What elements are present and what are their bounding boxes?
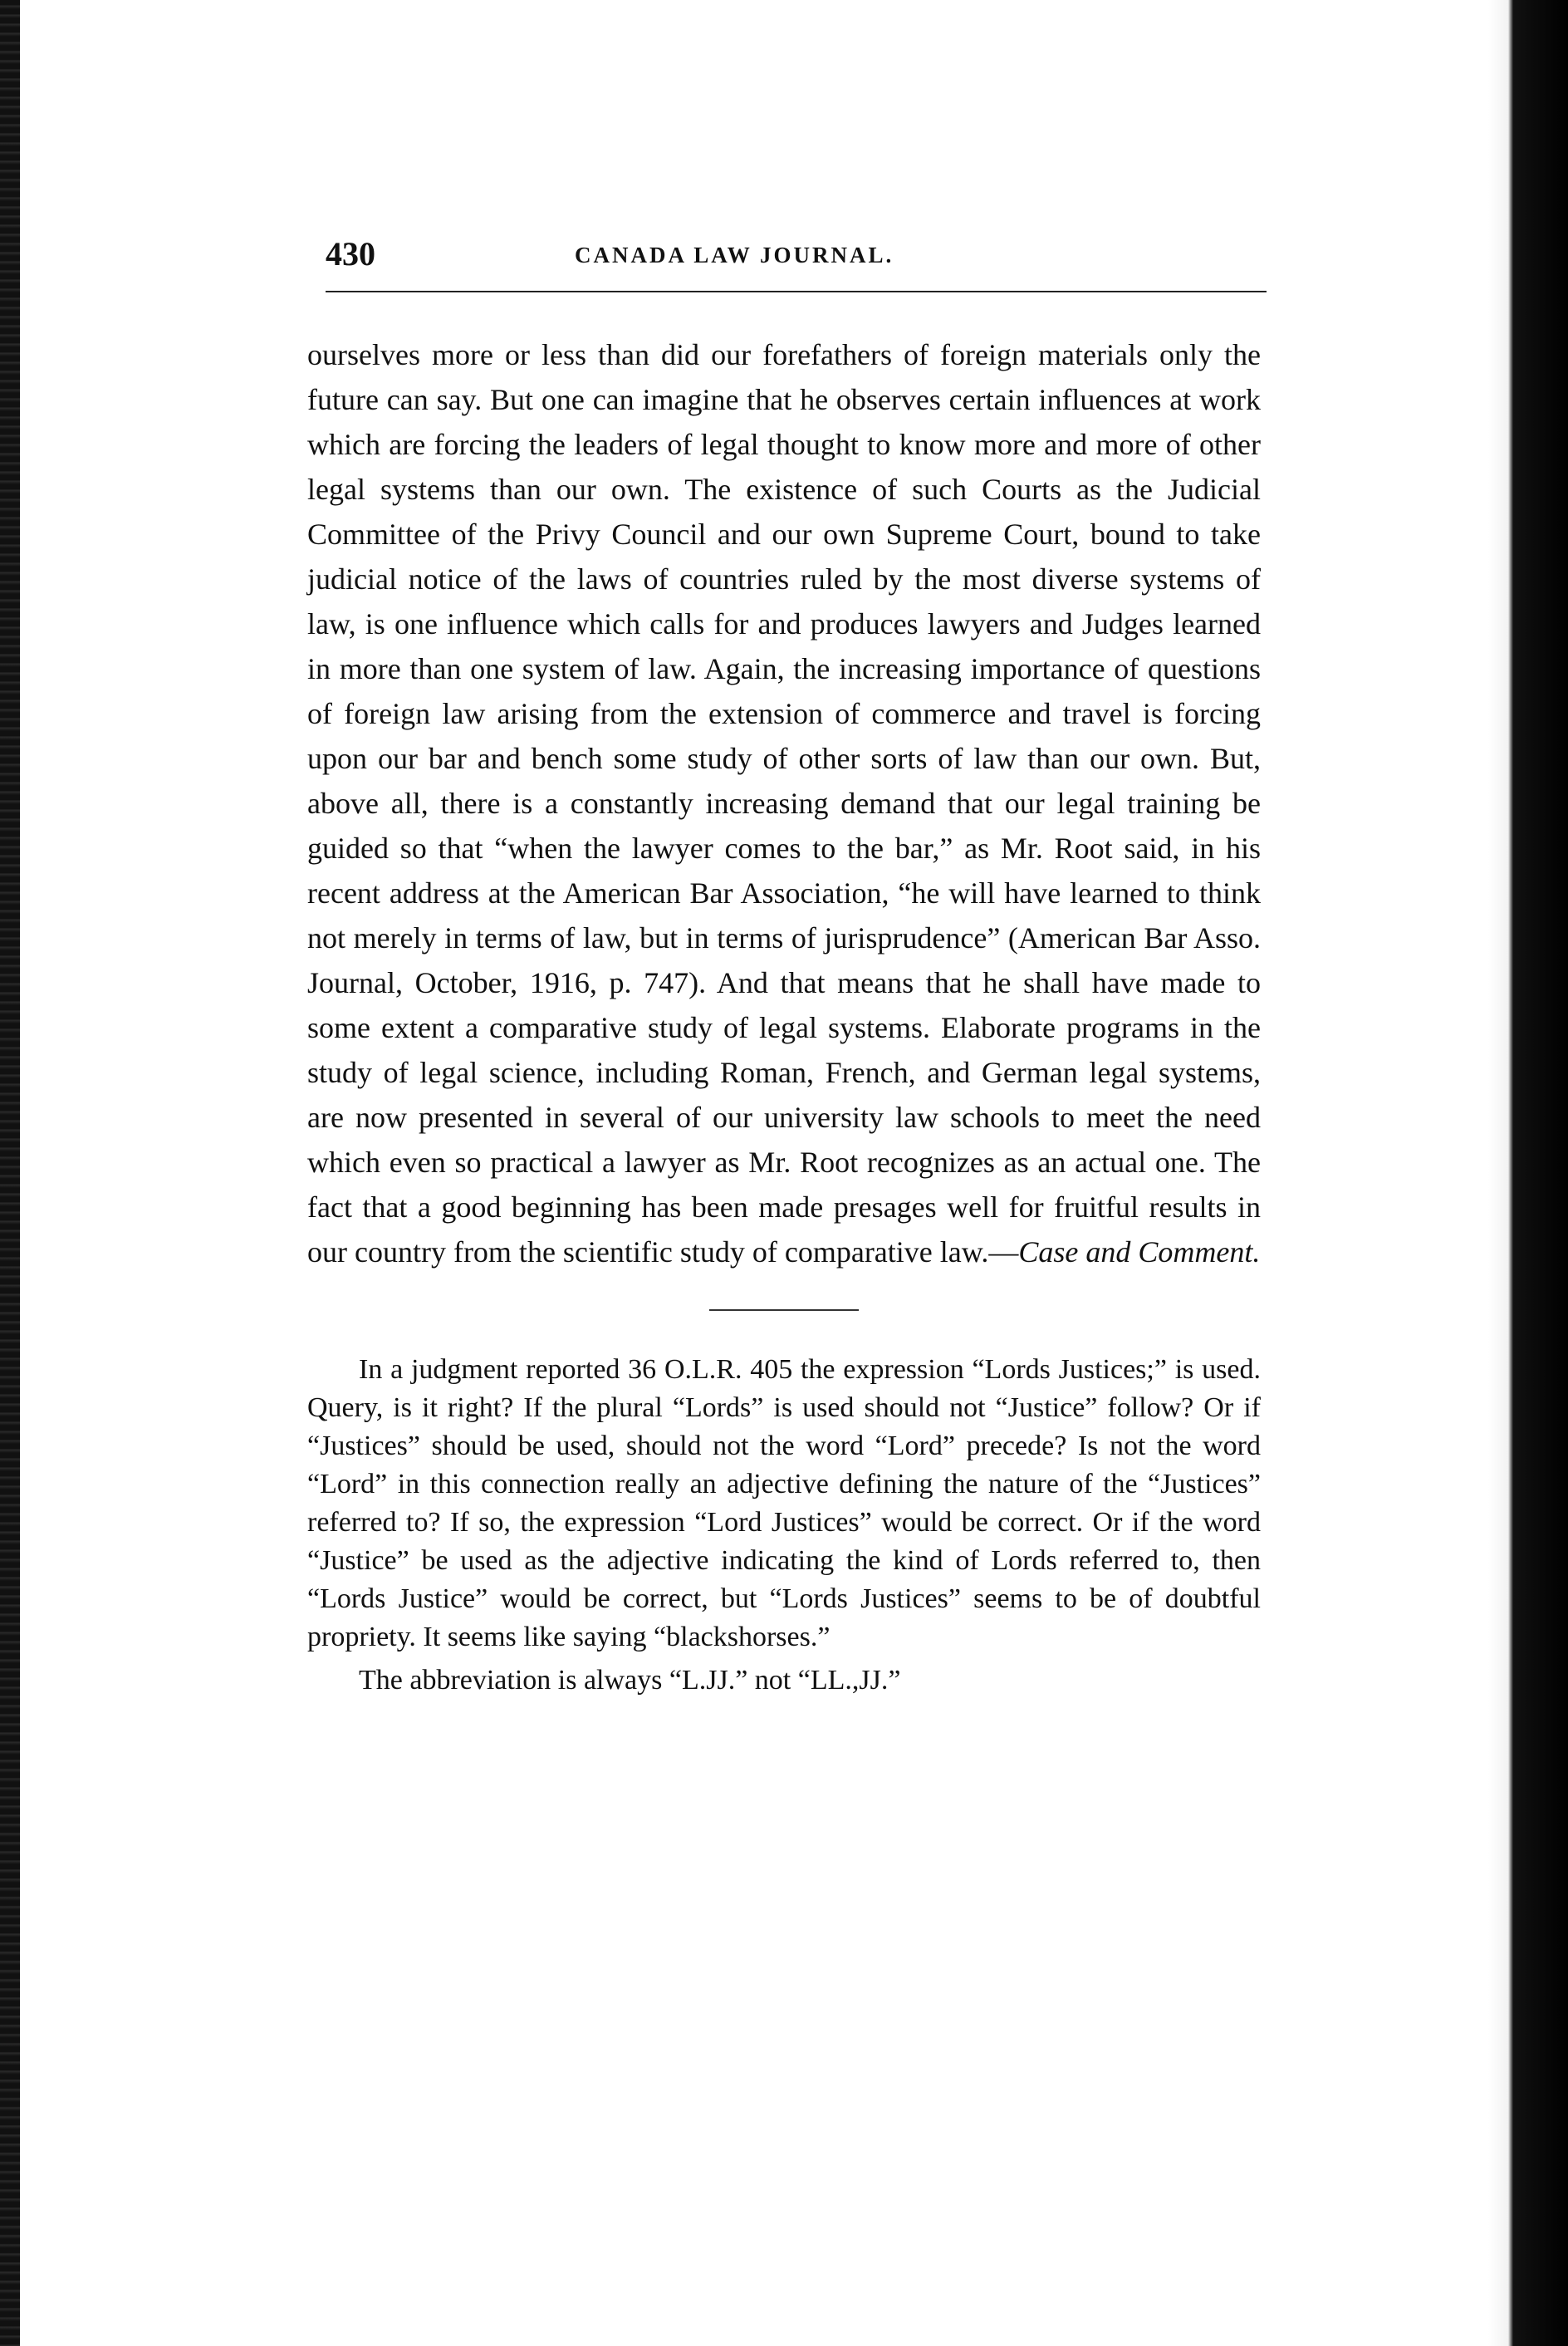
page-header [326,234,1267,276]
note-paragraph: In a judgment reported 36 O.L.R. 405 the expression “Lords Justices;” is used. Query, is it right? If the plural “Lords” is used should not “Justice” follow? Or if “Justices” should be used, should not the word “Lord” precede? Is not the word “Lord” in this connection really an adjective defining the nature of the “Justices” referred to? If so, the expression “Lord Justices” would be correct. Or if the word “Justice” be used as the adjective indicating the kind of Lords referred to, then “Lords Justice” would be correct, but “Lords Justices” seems to be of doubtful propriety. It seems like saying “blackshorses.” [307,1354,1261,1652]
page-number: 430 [326,235,375,272]
section-divider [709,1309,859,1311]
header-rule [326,291,1267,292]
article-source: Case and Comment. [1018,1235,1261,1269]
article-text: ourselves more or less than did our forefathers of foreign materials only the future can say. But one can imagine that he observes certain influences at work which are forcing the leaders of legal thought to know more and more of other legal systems than our own. The existence of such Courts as the Judicial Committee of the Privy Council and our own Supreme Court, bound to take judicial notice of the laws of countries ruled by the most diverse systems of law, is one influence which calls for and produces lawyers and Judges learned in more than one system of law. Again, the increasing importance of questions of foreign law arising from the extension of commerce and travel is forcing upon our bar and bench some study of other sorts of law than our own. But, above all, there is a constantly increasing demand that our legal training be guided so that “when the lawyer comes to the bar,” as Mr. Root said, in his recent address at the American Bar Association, “he will have learned to think not merely in terms of law, but in terms of jurisprudence” (American Bar Asso. Journal, October, 1916, p. 747). And that means that he shall have made to some extent a comparative study of legal systems. Elaborate programs in the study of legal science, including Roman, French, and German legal systems, are now presented in several of our university law schools to meet the need which even so practical a lawyer as Mr. Root recognizes as an actual one. The fact that a good beginning has been made presages well for fruitful results in our country from the scientific study of comparative law.— [307,338,1261,1269]
note-abbreviation: The abbreviation is always “L.JJ.” not “LL.,JJ.” [359,1665,901,1696]
page-gutter [1450,0,1488,2346]
running-head: CANADA LAW JOURNAL. [575,243,894,267]
scan-left-edge [0,0,20,2346]
book-binding-edge [1488,0,1568,2346]
article-paragraph [307,332,1261,1274]
page-body [307,332,1261,1700]
